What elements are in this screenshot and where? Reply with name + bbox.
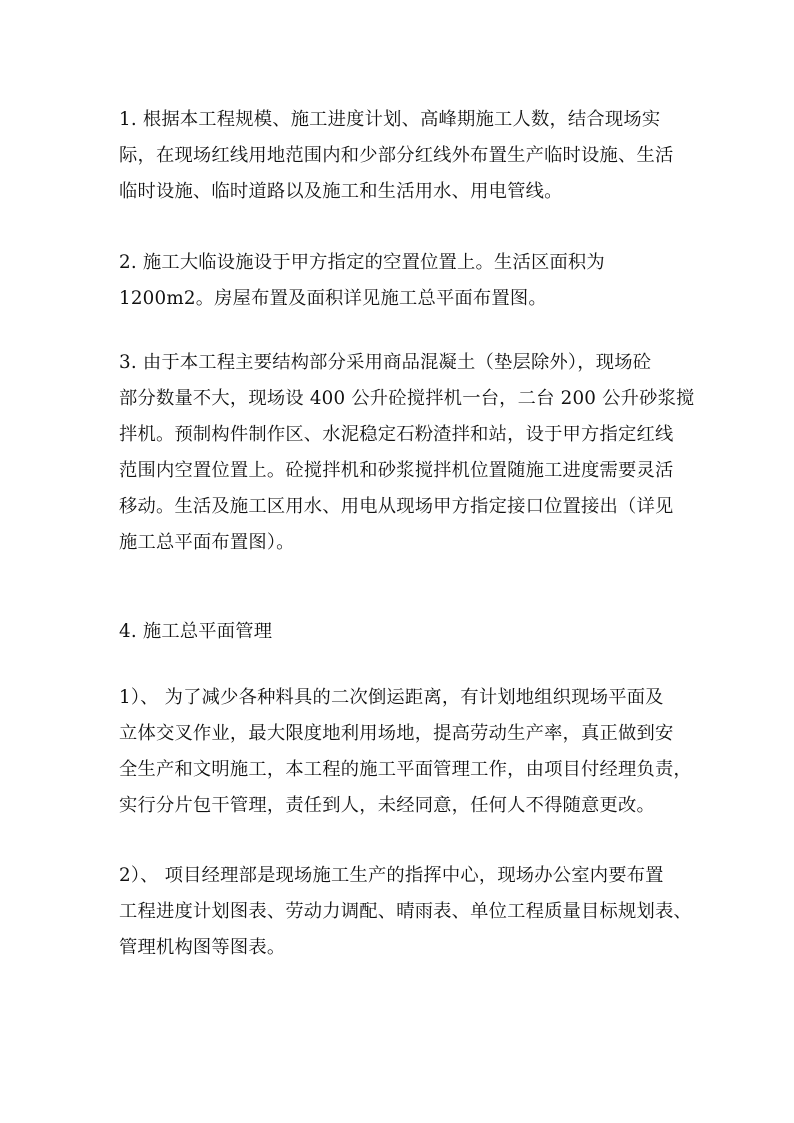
text-line: 部分数量不大，现场设 400 公升砼搅拌机一台，二台 200 公升砂浆搅 <box>119 388 695 409</box>
text-line: 1. 根据本工程规模、施工进度计划、高峰期施工人数，结合现场实 <box>119 109 661 130</box>
text-line: 立体交叉作业，最大限度地利用场地，提高劳动生产率，真正做到安 <box>119 723 674 744</box>
paragraph-3-mixing-equipment <box>119 345 695 561</box>
text-line: 2）、 项目经理部是现场施工生产的指挥中心，现场办公室内要布置 <box>119 865 664 886</box>
text-line: 工程进度计划图表、劳动力调配、晴雨表、单位工程质量目标规划表、 <box>119 901 692 922</box>
text-line: 临时设施、临时道路以及施工和生活用水、用电管线。 <box>119 181 563 202</box>
paragraph-2-temporary-facilities <box>119 245 681 317</box>
text-line: 施工总平面布置图）。 <box>119 532 295 553</box>
section-heading-plan-management <box>119 614 681 650</box>
text-line: 1200m2。房屋布置及面积详见施工总平面布置图。 <box>119 288 547 309</box>
text-line: 实行分片包干管理，责任到人，未经同意，任何人不得随意更改。 <box>119 795 655 816</box>
text-line: 管理机构图等图表。 <box>119 937 286 958</box>
text-line: 4. 施工总平面管理 <box>119 621 273 642</box>
paragraph-1-site-layout <box>119 102 681 210</box>
text-line: 全生产和文明施工，本工程的施工平面管理工作，由项目付经理负责， <box>119 759 692 780</box>
text-line: 移动。生活及施工区用水、用电从现场甲方指定接口位置接出（详见 <box>119 496 674 517</box>
paragraph-item-2 <box>119 858 692 966</box>
paragraph-item-1 <box>119 680 692 824</box>
text-line: 际，在现场红线用地范围内和少部分红线外布置生产临时设施、生活 <box>119 145 674 166</box>
text-line: 1）、 为了减少各种料具的二次倒运距离，有计划地组织现场平面及 <box>119 687 664 708</box>
text-line: 拌机。预制构件制作区、水泥稳定石粉渣拌和站，设于甲方指定红线 <box>119 424 674 445</box>
text-line: 2. 施工大临设施设于甲方指定的空置位置上。生活区面积为 <box>119 252 605 273</box>
text-line: 3. 由于本工程主要结构部分采用商品混凝土（垫层除外），现场砼 <box>119 352 652 373</box>
text-line: 范围内空置位置上。砼搅拌机和砂浆搅拌机位置随施工进度需要灵活 <box>119 460 674 481</box>
